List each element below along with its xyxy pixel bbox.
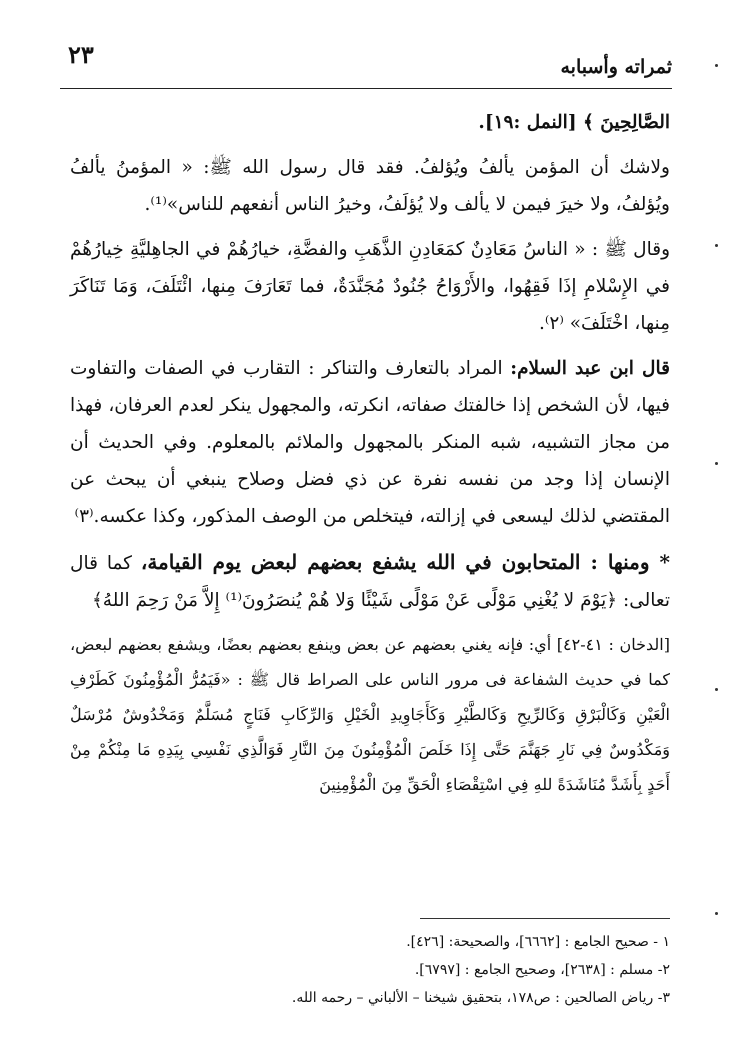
running-title: ثمراته وأسبابه bbox=[560, 56, 672, 78]
main-text bbox=[70, 104, 670, 810]
section-heading-intercession: * ومنها : المتحابون في الله يشفع بعضهم لبعض يوم القيامة، bbox=[140, 550, 670, 574]
page-header bbox=[60, 40, 672, 88]
margin-dot bbox=[715, 912, 718, 915]
footnote-3: ٣- رياض الصالحين : ص١٧٨، بتحقيق شيخنا – الألباني – رحمه الله. bbox=[291, 990, 670, 1006]
margin-dot bbox=[715, 64, 718, 67]
margin-dot bbox=[715, 462, 718, 465]
page-number: ٢٣ bbox=[68, 40, 94, 69]
paragraph-souls-hadith: وقال ﷺ : « الناسُ مَعَادِنٌ كمَعَادِنِ الذَّهَبِ والفضَّةِ، خيارُهُمْ في الجاهِليَّةِ خِيارُهُمْ في الإِسْلامِ إذَا فَقِهُوا، والأَرْوَاحُ جُنُودٌ مُجَنَّدَةٌ، فما تَعَارَفَ مِنها، ائْتَلَفَ، وَمَا تَنَاكَرَ مِنها، اخْتَلَفَ» ⁽٢⁾. bbox=[70, 239, 670, 334]
header-divider bbox=[60, 88, 672, 89]
margin-dot bbox=[715, 244, 718, 247]
margin-dot bbox=[715, 688, 718, 691]
footnotes bbox=[120, 928, 670, 1012]
intercession-verse: كما قال تعالى: ﴿يَوْمَ لا يُغْنِي مَوْلًى عَنْ مَوْلًى شَيْئًا وَلا هُمْ يُنصَرُونَ⁽¹⁾ إِلاَّ مَنْ رَحِمَ اللهُ﴾ bbox=[70, 553, 670, 611]
paragraph-believer-hadith: ولاشك أن المؤمن يألفُ ويُؤلفُ. فقد قال رسول الله ﷺ: « المؤمنُ يألفُ ويُؤلفُ، ولا خيرَ فيمن لا يألف ولا يُؤلَفُ، وخيرُ الناس أنفعهم للناس»⁽¹⁾. bbox=[70, 157, 670, 215]
ibn-abdussalam-lead: قال ابن عبد السلام: bbox=[510, 358, 670, 379]
footnote-2: ٢- مسلم : [٢٦٣٨]، وصحيح الجامع : [٦٧٩٧]. bbox=[414, 962, 670, 978]
paragraph-sirat-hadith: [الدخان : ٤١-٤٢] أي: فإنه يغني بعضهم عن بعض وينفع بعضهم بعضًا، ويشفع بعضهم لبعض، كما في حديث الشفاعة فى مرور الناس على الصراط قال ﷺ : «فَيَمُرُّ الْمُؤْمِنُونَ كَطَرْفِ الْعَيْنِ وَكَالْبَرْقِ وَكَالرِّيحِ وَكَالطَّيْرِ وَكَأَجَاوِيدِ الْخَيْلِ وَالرِّكَابِ فَنَاجٍ مُسَلَّمٌ وَمَخْدُوشٌ مُرْسَلٌ وَمَكْدُوسٌ فِي نَارِ جَهَنَّمَ حَتَّى إِذَا خَلَصَ الْمُؤْمِنُونَ مِنَ النَّارِ فَوَالَّذِي نَفْسِي بِيَدِهِ مَا مِنْكُمْ مِنْ أَحَدٍ بِأَشَدَّ مُنَاشَدَةً للهِ فِي اسْتِقْصَاءِ الْحَقِّ مِنَ الْمُؤْمِنِينَ bbox=[70, 635, 670, 794]
paragraph-ibn-abdussalam bbox=[70, 350, 670, 535]
paragraph-verse-end: الصَّالِحِينَ ﴾ [النمل :١٩]. bbox=[478, 112, 670, 133]
footnote-1: ١ - صحيح الجامع : [٦٦٦٢]، والصحيحة: [٤٢٦]. bbox=[406, 934, 670, 950]
footnote-divider bbox=[420, 918, 670, 919]
ibn-abdussalam-text: المراد بالتعارف والتناكر : التقارب في الصفات والتفاوت فيها، لأن الشخص إذا خالفتك صفاته، انكرته، والمجهول ينكر لعدم العرفان، فهذا من مجاز التشبيه، شبه المنكر بالمجهول والملائم بالمعلوم. وفي الحديث أن الإنسان إذا وجد من نفسه نفرة عن ذي فضل وصلاح ينبغي أن يبحث عن المقتضي لذلك ليسعى في إزالته، فيتخلص من الوصف المذكور، وكذا عكسه.⁽٣⁾ bbox=[70, 358, 670, 527]
paragraph-intercession bbox=[70, 543, 670, 619]
